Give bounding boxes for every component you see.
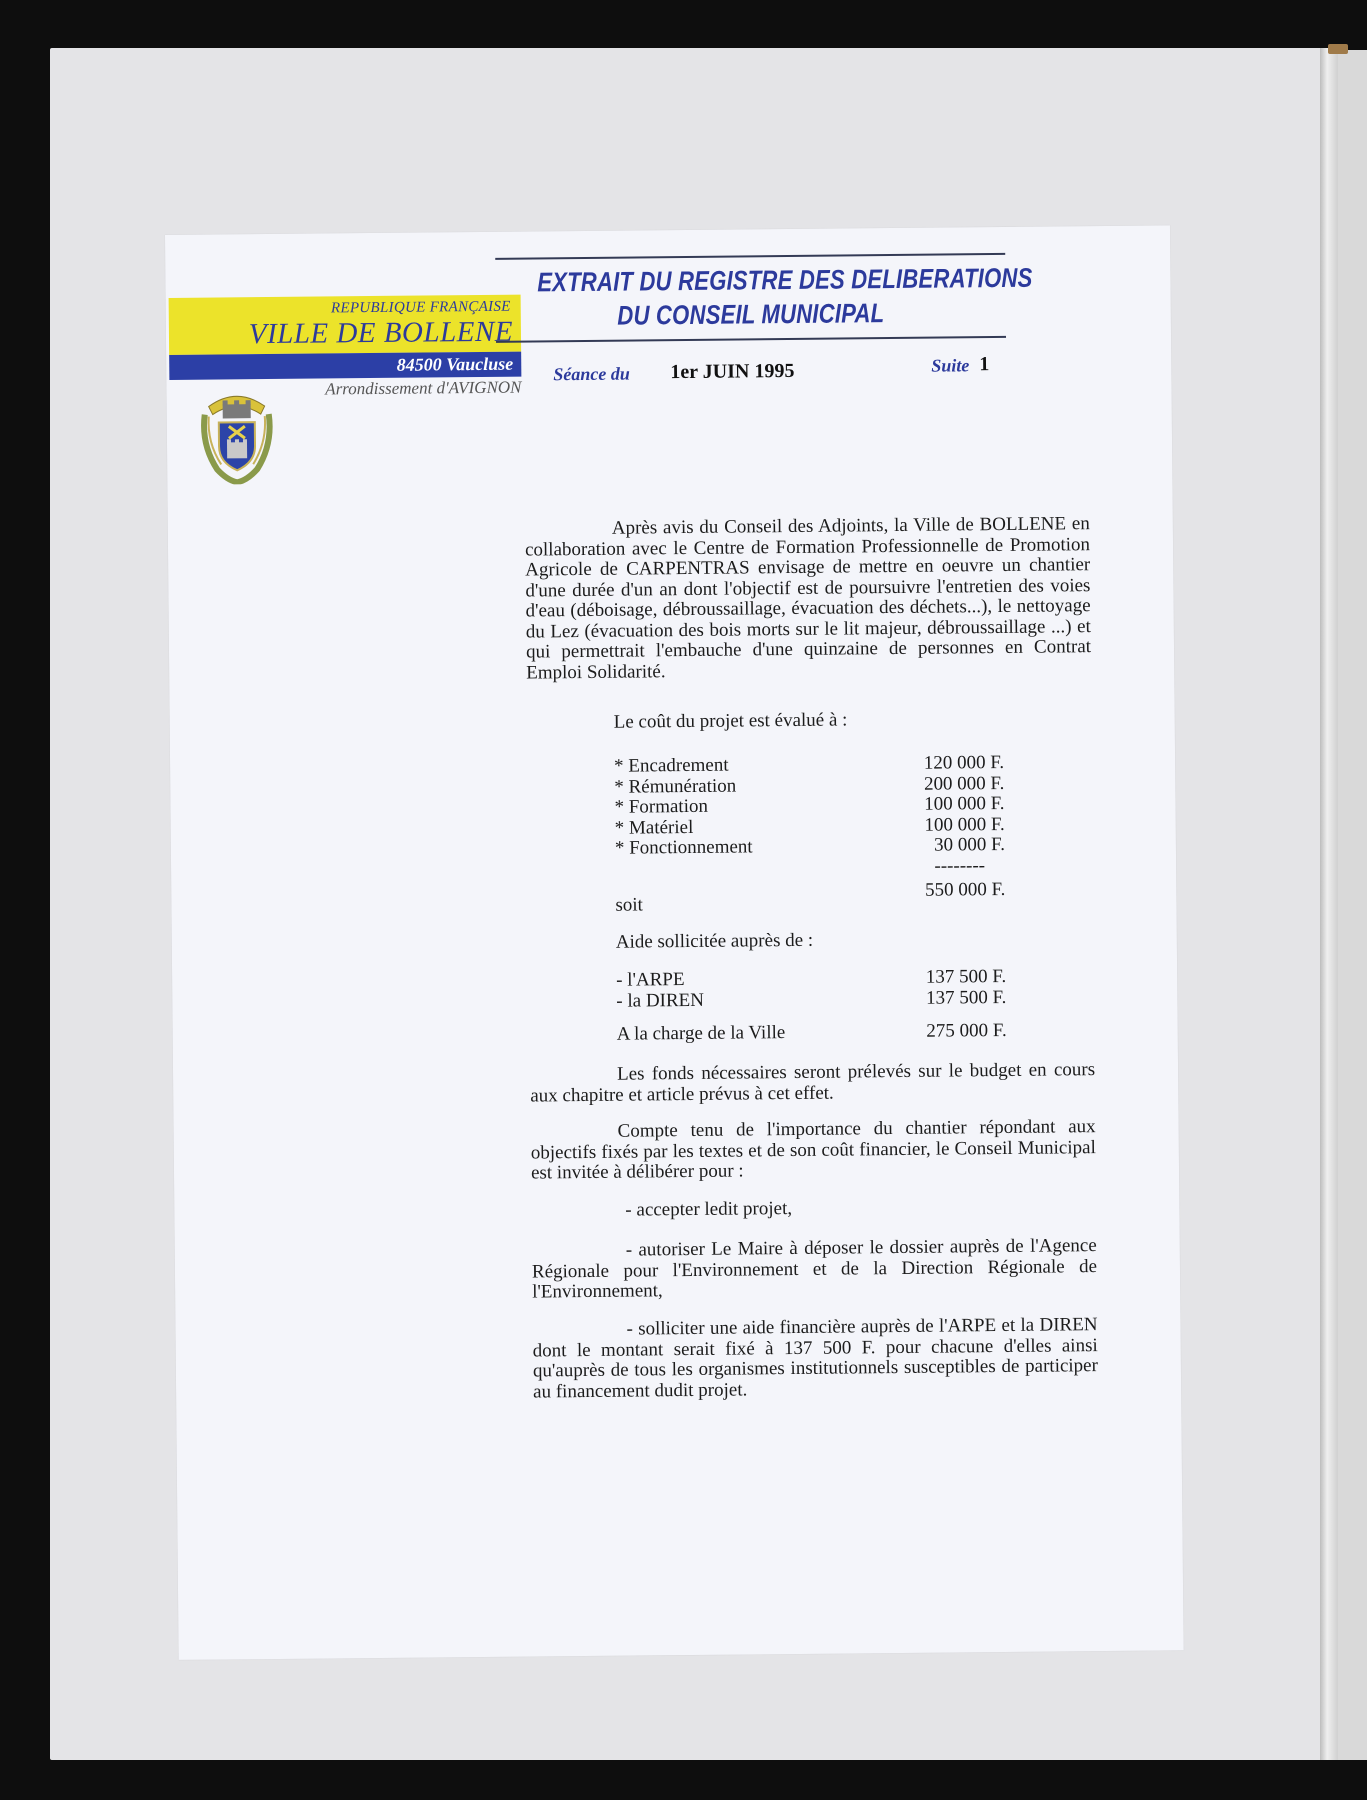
suite-label: Suite	[931, 355, 970, 376]
aid-label: - l'ARPE	[616, 969, 685, 991]
funds-paragraph: Les fonds nécessaires seront prélevés sur le budget en cours aux chapitre et article prévus à cet effet.	[530, 1059, 1096, 1107]
cost-table	[614, 753, 1005, 904]
cost-amount: 30 000 F.	[933, 833, 1005, 856]
seance-date: 1er JUIN 1995	[670, 359, 795, 384]
arrondissement-label: Arrondissement d'AVIGNON	[325, 377, 522, 399]
cost-amount: 120 000 F.	[923, 751, 1005, 774]
soit-label: soit	[615, 894, 644, 916]
republique-label: REPUBLIQUE FRANÇAISE	[330, 298, 511, 317]
cost-amount: 100 000 F.	[924, 813, 1005, 836]
city-charge-amount: 275 000 F.	[926, 1019, 1007, 1042]
cost-separator: --------	[934, 854, 986, 877]
document-title-line-1: EXTRAIT DU REGISTRE DES DELIBERATIONS	[537, 262, 1033, 298]
letterhead-blue-band	[169, 352, 521, 380]
page-gutter	[1320, 48, 1338, 1760]
aid-intro: Aide sollicitée auprès de :	[615, 929, 814, 953]
decision-authorize: - autoriser Le Maire à déposer le dossier auprès de l'Agence Régionale pour l'Environnement et de la Direction Régionale de l'Environnement,	[531, 1235, 1098, 1303]
cost-label: * Fonctionnement	[614, 836, 753, 859]
cost-amount: 100 000 F.	[924, 792, 1005, 815]
aid-label: - la DIREN	[616, 989, 705, 1012]
council-paragraph: Compte tenu de l'importance du chantier répondant aux objectifs fixés par les textes et de son coût financier, le Conseil Municipal est invitée à délibérer pour :	[530, 1116, 1096, 1184]
cost-label: * Formation	[614, 795, 709, 818]
binder-clip	[1328, 44, 1348, 54]
coat-of-arms-icon	[196, 384, 277, 485]
city-name: VILLE DE BOLLENE	[248, 315, 514, 351]
seance-label: Séance du	[553, 363, 630, 385]
aid-table	[616, 967, 1006, 1012]
aid-amount: 137 500 F.	[925, 965, 1007, 988]
title-bottom-rule	[496, 336, 1006, 343]
suite-number: 1	[979, 353, 990, 376]
decision-accept: - accepter ledit projet,	[625, 1198, 793, 1221]
city-charge-label: A la charge de la Ville	[616, 1022, 786, 1045]
cost-amount: 200 000 F.	[923, 772, 1005, 795]
city-charge-row	[617, 1021, 1007, 1045]
aid-amount: 137 500 F.	[925, 986, 1007, 1009]
cost-label: * Rémunération	[614, 775, 737, 798]
deliberation-sheet	[165, 225, 1184, 1660]
postcode-label: 84500 Vaucluse	[396, 353, 514, 375]
letterhead-yellow-band	[169, 295, 522, 355]
cost-label: * Matériel	[614, 816, 694, 839]
title-top-rule	[495, 253, 1005, 260]
intro-paragraph: Après avis du Conseil des Adjoints, la Ville de BOLLENE en collaboration avec le Centre de Formation Professionnelle de Promotion Agricole de CARPENTRAS envisage de mettre en oeuvre un chantier d'une durée d'un an dont l'objectif est de poursuivre l'entretien des voies d'eau (déboisage, débroussaillage, évacuation des déchets...), le nettoyage du Lez (évacuation des bois morts sur le lit majeur, débroussaillage ...) et qui permettrait l'embauche d'une quinzaine de personnes en Contrat Emploi Solidarité.	[524, 513, 1092, 684]
cost-intro: Le coût du projet est évalué à :	[613, 709, 848, 733]
aid-row	[616, 987, 1006, 1011]
cost-label: * Encadrement	[614, 754, 729, 777]
document-title-line-2: DU CONSEIL MUNICIPAL	[617, 298, 885, 331]
next-page-edge	[1338, 50, 1367, 1760]
cost-total: 550 000 F.	[924, 878, 1006, 901]
decision-solicit: - solliciter une aide financière auprès de l'ARPE et la DIREN dont le montant serait fixé à 137 500 F. pour chacune d'elles ainsi qu'auprès de tous les organismes institutionnels susceptibles de participer au financement dudit projet.	[532, 1314, 1098, 1403]
